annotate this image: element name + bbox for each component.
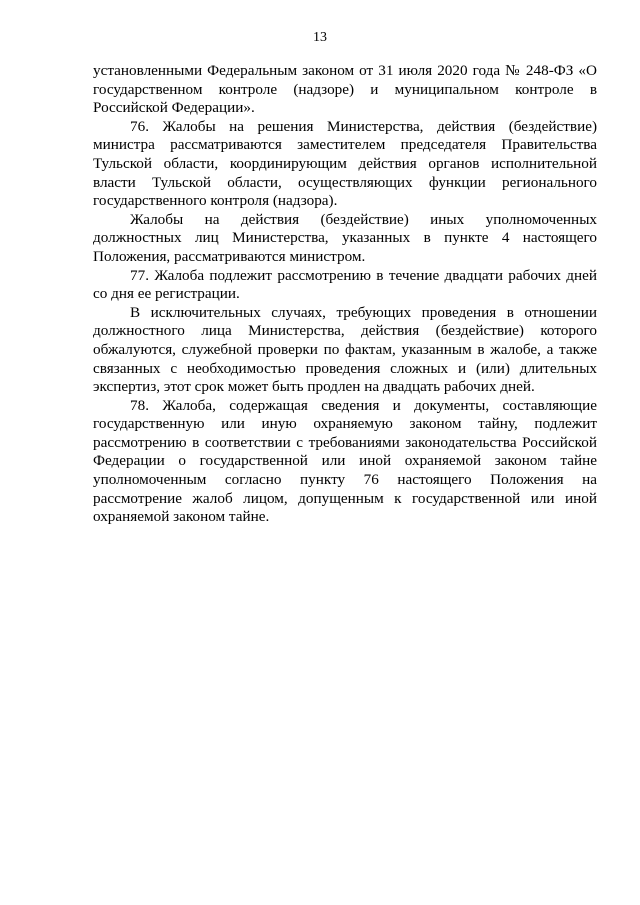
paragraph-78: 78. Жалоба, содержащая сведения и документы, составляющие государственную или иную охраняемую законом тайну, подлежит рассмотрению в соответствии с требованиями законодательства Российской Федерации о государственной или иной охраняемой законом тайне уполномоченным согласно пункту 76 настоящего Положения на рассмотрение жалоб лицом, допущенным к государственной или иной охраняемой законом тайне. — [93, 396, 597, 526]
paragraph-77: 77. Жалоба подлежит рассмотрению в течение двадцати рабочих дней со дня ее регистрации. — [93, 266, 597, 303]
paragraph-76: 76. Жалобы на решения Министерства, действия (бездействие) министра рассматриваются заместителем председателя Правительства Тульской области, координирующим действия органов исполнительной власти Тульской области, осуществляющих функции регионального государственного контроля (надзора). — [93, 117, 597, 210]
paragraph-77-exceptional-cases: В исключительных случаях, требующих проведения в отношении должностного лица Министерства, действия (бездействие) которого обжалуются, служебной проверки по фактам, указанным в жалобе, а также связанных с необходимостью проведения сложных и (или) длительных экспертиз, этот срок может быть продлен на двадцать рабочих дней. — [93, 303, 597, 396]
document-body — [93, 62, 597, 527]
paragraph-76-complaints-officials: Жалобы на действия (бездействие) иных уполномоченных должностных лиц Министерства, указанных в пункте 4 настоящего Положения, рассматриваются министром. — [93, 210, 597, 265]
paragraph-continuation: установленными Федеральным законом от 31 июля 2020 года № 248-ФЗ «О государственном контроле (надзоре) и муниципальном контроле в Российской Федерации». — [93, 62, 597, 117]
page-number: 13 — [313, 30, 327, 45]
